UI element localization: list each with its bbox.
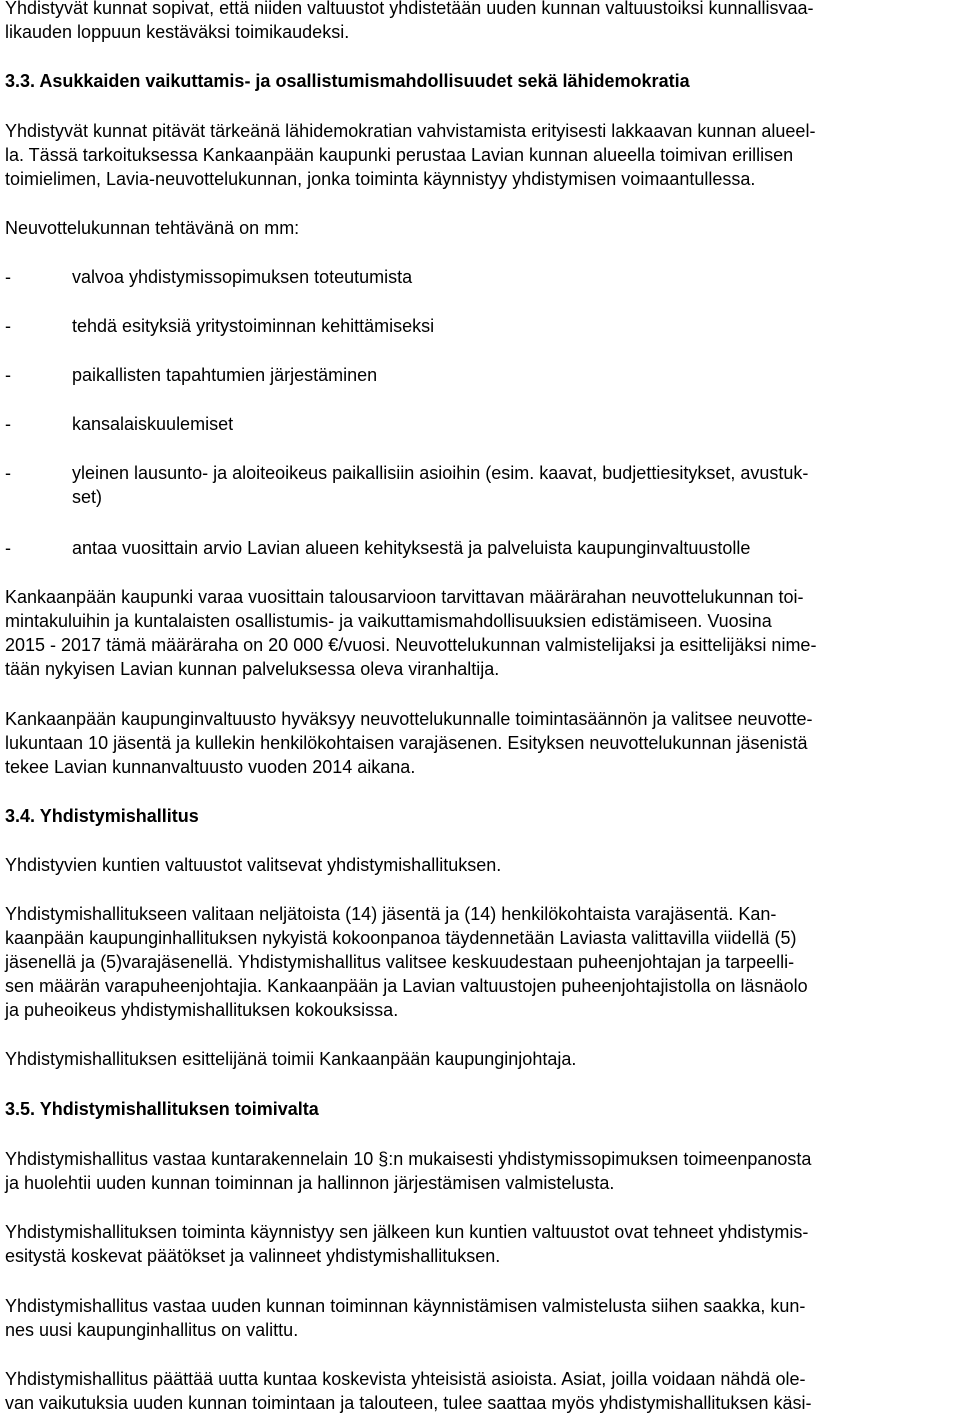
paragraph-line: Yhdistymishallituksen esittelijänä toimii Kankaanpään kaupunginjohtaja. [5, 1049, 577, 1069]
list-bullet-dash: - [5, 267, 11, 287]
list-item: tehdä esityksiä yritystoiminnan kehittämiseksi [72, 316, 435, 336]
section-heading-3-3: 3.3. Asukkaiden vaikuttamis- ja osallistumismahdollisuudet sekä lähidemokratia [5, 71, 690, 91]
section-heading-3-5: 3.5. Yhdistymishallituksen toimivalta [5, 1099, 319, 1119]
list-bullet-dash: - [5, 365, 11, 385]
intro-line: likauden loppuun kestäväksi toimikaudeksi. [5, 22, 350, 42]
list-intro: Neuvottelukunnan tehtävänä on mm: [5, 218, 300, 238]
paragraph-line: esitystä koskevat päätökset ja valinneet yhdistymishallituksen. [5, 1246, 501, 1266]
paragraph-line: lukuntaan 10 jäsentä ja kullekin henkilökohtaisen varajäsenen. Esityksen neuvottelukunnan jäsenistä [5, 733, 808, 753]
intro-line: Yhdistyvät kunnat sopivat, että niiden valtuustot yhdistetään uuden kunnan valtuustoiksi kunnallisvaa- [5, 0, 814, 18]
list-item: paikallisten tapahtumien järjestäminen [72, 365, 378, 385]
paragraph-line: Yhdistymishallitus vastaa kuntarakennelain 10 §:n mukaisesti yhdistymissopimuksen toimeenpanosta [5, 1149, 812, 1169]
paragraph-line: Yhdistymishallitukseen valitaan neljätoista (14) jäsentä ja (14) henkilökohtaista varajäsentä. Kan- [5, 904, 777, 924]
paragraph-line: tekee Lavian kunnanvaltuusto vuoden 2014 aikana. [5, 757, 416, 777]
paragraph-line: 2015 - 2017 tämä määräraha on 20 000 €/vuosi. Neuvottelukunnan valmistelijaksi ja esittelijäksi nime- [5, 635, 817, 655]
paragraph-line: jäsenellä ja (5)varajäsenellä. Yhdistymishallitus valitsee keskuudestaan puheenjohtajan ja tarpeelli- [5, 952, 795, 972]
paragraph-line: Kankaanpään kaupunginvaltuusto hyväksyy neuvottelukunnalle toimintasäännön ja valitsee neuvotte- [5, 709, 813, 729]
list-item: yleinen lausunto- ja aloiteoikeus paikallisiin asioihin (esim. kaavat, budjettiesitykset, avustuk- [72, 463, 809, 483]
paragraph-line: nes uusi kaupunginhallitus on valittu. [5, 1320, 299, 1340]
list-bullet-dash: - [5, 538, 11, 558]
paragraph-line: tään nykyisen Lavian kunnan palveluksessa oleva viranhaltija. [5, 659, 500, 679]
list-item: kansalaiskuulemiset [72, 414, 234, 434]
paragraph-line: la. Tässä tarkoituksessa Kankaanpään kaupunki perustaa Lavian kunnan alueella toimivan erillisen [5, 145, 794, 165]
section-heading-3-4: 3.4. Yhdistymishallitus [5, 806, 199, 826]
list-item-continuation: set) [72, 487, 103, 507]
paragraph-line: sen määrän varapuheenjohtajia. Kankaanpään ja Lavian valtuustojen puheenjohtajistolla on läsnäolo [5, 976, 808, 996]
paragraph-line: toimielimen, Lavia-neuvottelukunnan, jonka toiminta käynnistyy yhdistymisen voimaantullessa. [5, 169, 756, 189]
list-bullet-dash: - [5, 316, 11, 336]
paragraph-line: Kankaanpään kaupunki varaa vuosittain talousarvioon tarvittavan määrärahan neuvottelukunnan toi- [5, 587, 804, 607]
paragraph-line: ja huolehtii uuden kunnan toiminnan ja hallinnon järjestämisen valmistelusta. [5, 1173, 615, 1193]
paragraph-line: Yhdistymishallitus vastaa uuden kunnan toiminnan käynnistämisen valmistelusta siihen saakka, kun- [5, 1296, 806, 1316]
list-item: valvoa yhdistymissopimuksen toteutumista [72, 267, 413, 287]
list-bullet-dash: - [5, 463, 11, 483]
paragraph-line: Yhdistymishallituksen toiminta käynnistyy sen jälkeen kun kuntien valtuustot ovat tehneet yhdistymis- [5, 1222, 809, 1242]
paragraph-line: Yhdistyvien kuntien valtuustot valitsevat yhdistymishallituksen. [5, 855, 502, 875]
paragraph-line: ja puheoikeus yhdistymishallituksen kokouksissa. [5, 1000, 399, 1020]
list-bullet-dash: - [5, 414, 11, 434]
paragraph-line: van vaikutuksia uuden kunnan toimintaan ja talouteen, tulee saattaa myös yhdistymishallituksen käsi- [5, 1393, 812, 1413]
paragraph-line: Yhdistymishallitus päättää uutta kuntaa koskevista yhteisistä asioista. Asiat, joilla voidaan nähdä ole- [5, 1369, 806, 1389]
list-item: antaa vuosittain arvio Lavian alueen kehityksestä ja palveluista kaupunginvaltuustolle [72, 538, 751, 558]
paragraph-line: Yhdistyvät kunnat pitävät tärkeänä lähidemokratian vahvistamista erityisesti lakkaavan kunnan alueel- [5, 121, 816, 141]
paragraph-line: mintakuluihin ja kuntalaisten osallistumis- ja vaikuttamismahdollisuuksien edistämiseen. Vuosina [5, 611, 772, 631]
paragraph-line: kaanpään kaupunginhallituksen nykyistä kokoonpanoa täydennetään Laviasta valittavilla viidellä (5) [5, 928, 797, 948]
